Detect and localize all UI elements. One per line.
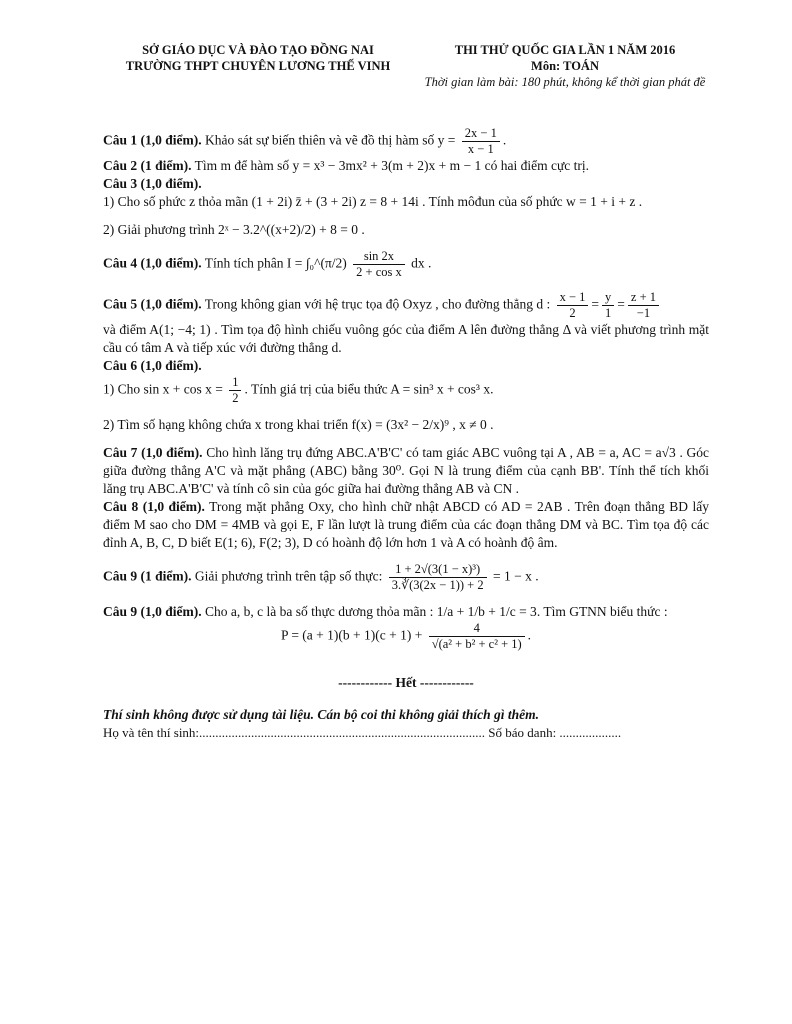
fraction: $\frac{\sin 2x}{\text{2 + cos x}}$ bbox=[353, 249, 405, 280]
department-name: SỞ GIÁO DỤC VÀ ĐÀO TẠO ĐỒNG NAI bbox=[142, 43, 374, 57]
question-6: Câu 6 (1,0 điểm). 1) Cho sin x + cos x = $\frac{1}{2}$ . Tính giá trị của biểu thức A = sin³ x + cos³ x. bbox=[103, 358, 494, 405]
question-5: Câu 5 (1,0 điểm). Trong không gian với hệ trục tọa độ Oxyz , cho đường thẳng d : $\frac{x - 1}{2}$ = $\frac{y}{1}$ = $\frac{z + 1}{-1}$ và điểm A(1; −4; 1) . Tìm tọa độ hình chiếu vuông góc của điểm A lên đường thẳng Δ và viết phương trình mặt cầu có tâm A và tiếp xúc với đường thẳng d. bbox=[103, 290, 709, 355]
fraction: $\frac{y}{1}$ bbox=[602, 290, 614, 321]
time-note: Thời gian làm bài: 180 phút, không kể thời gian phát đề bbox=[424, 75, 706, 89]
question-3-part-2: 2) Giải phương trình 2ˣ − 3.2^((x+2)/2) + 8 = 0 . bbox=[103, 222, 365, 237]
question-9: Câu 9 (1 điểm). Giải phương trình trên tập số thực: $\frac{\text{1 + 2√(3(1 − x)³)}}{3.∛(3(2x - 1)) + 2}$ = 1 − x . bbox=[103, 562, 539, 592]
question-1: Câu 1 (1,0 điểm). Khảo sát sự biến thiên và vẽ đồ thị hàm số y = $\frac{2x - 1}{x - 1}$ . bbox=[103, 126, 507, 156]
fraction: $\frac{1}{2}$ bbox=[229, 375, 241, 406]
school-name: TRƯỜNG THPT CHUYÊN LƯƠNG THẾ VINH bbox=[125, 59, 391, 73]
question-10-expression: P = (a + 1)(b + 1)(c + 1) + $\frac{4}{\text{√(a² + b² + c² + 1)}}$ . bbox=[280, 621, 532, 651]
subject: Môn: TOÁN bbox=[531, 59, 599, 73]
fraction: $\frac{x - 1}{2}$ bbox=[557, 290, 589, 321]
fraction: $\frac{\text{1 + 2√(3(1 − x)³)}}{3.∛(3(2x - 1)) + 2}$ bbox=[389, 562, 487, 593]
header-left bbox=[108, 42, 408, 74]
question-3: Câu 3 (1,0 điểm). 1) Cho số phức z thỏa mãn (1 + 2i) z̄ + (3 + 2i) z = 8 + 14i . Tính môđun của số phức w = 1 + i + z . bbox=[103, 176, 643, 209]
question-10: Câu 9 (1,0 điểm). Cho a, b, c là ba số thực dương thỏa mãn : 1/a + 1/b + 1/c = 3. Tìm GTNN biểu thức : bbox=[103, 604, 668, 619]
fraction: $\frac{2x - 1}{x - 1}$ bbox=[462, 126, 500, 157]
question-8: Câu 8 (1,0 điểm). Trong mặt phẳng Oxy, cho hình chữ nhật ABCD có AD = 2AB . Trên đoạn thẳng BD lấy điểm M sao cho DM = 4MB và gọi E, F lần lượt là trung điểm của các đoạn thẳng DM và BC. Tìm tọa độ các đỉnh A, B, C, D biết E(1; 6), F(2; 3), D có hoành độ lớn hơn 1 và A có hoành độ âm. bbox=[103, 499, 709, 550]
exam-notice: Thí sinh không được sử dụng tài liệu. Cán bộ coi thi không giải thích gì thêm. bbox=[103, 707, 540, 722]
exam-title: THI THỬ QUỐC GIA LẦN 1 NĂM 2016 bbox=[454, 43, 676, 57]
exam-body bbox=[103, 126, 709, 742]
end-marker: ------------ Hết ------------ bbox=[338, 675, 474, 690]
candidate-info-line: Họ và tên thí sinh:........................................................................................ Số báo danh: ................... bbox=[103, 725, 622, 740]
header-right bbox=[410, 42, 720, 90]
question-2: Câu 2 (1 điểm). Tìm m để hàm số y = x³ − 3mx² + 3(m + 2)x + m − 1 có hai điểm cực trị. bbox=[103, 158, 590, 173]
fraction: $\frac{z + 1}{-1}$ bbox=[628, 290, 659, 321]
question-7: Câu 7 (1,0 điểm). Cho hình lăng trụ đứng ABC.A'B'C' có tam giác ABC vuông tại A , AB = a, AC = a√3 . Góc giữa đường thẳng A'C và mặt phẳng (ABC) bằng 30⁰. Gọi N là trung điểm của cạnh BB'. Tính thể tích khối lăng trụ ABC.A'B'C' và tính cô sin của góc giữa hai đường thẳng AB và CN . bbox=[103, 445, 710, 496]
fraction: $\frac{4}{\text{√(a² + b² + c² + 1)}}$ bbox=[429, 621, 525, 652]
question-4: Câu 4 (1,0 điểm). Tính tích phân I = ∫₀^(π/2) $\frac{\sin 2x}{\text{2 + cos x}}$ dx . bbox=[103, 249, 432, 279]
question-6-part-2: 2) Tìm số hạng không chứa x trong khai triển f(x) = (3x² − 2/x)⁹ , x ≠ 0 . bbox=[103, 417, 494, 432]
